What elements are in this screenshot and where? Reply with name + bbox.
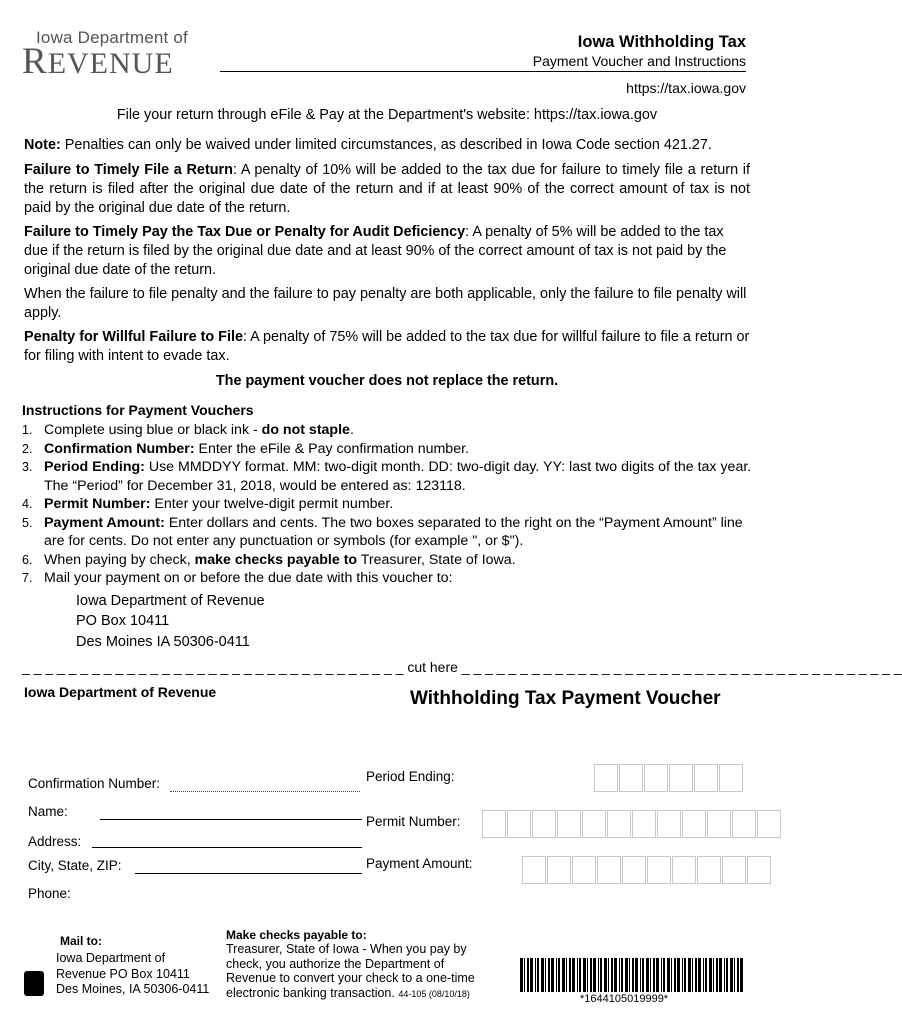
instruction-number: 2.	[22, 441, 33, 456]
payment-cents-boxes[interactable]	[722, 856, 772, 884]
instruction-label: Permit Number:	[44, 496, 151, 512]
mail-to-line: Des Moines, IA 50306-0411	[56, 982, 210, 996]
instruction-item	[22, 440, 752, 459]
voucher-not-return-note: The payment voucher does not replace the return.	[215, 373, 559, 389]
instruction-item	[22, 514, 752, 551]
barcode-icon	[520, 958, 744, 992]
instructions-list	[22, 421, 752, 588]
confirmation-number-label: Confirmation Number:	[28, 776, 161, 791]
penalty-file-text: : A penalty of 10% will be added to the tax due for failure to timely file a return if the return is filed after the original due date of the return and if at least 90% of the correct amount of tax is not paid by the original due date of the return.	[24, 162, 750, 216]
instruction-number: 4.	[22, 497, 33, 511]
instruction-text: Enter the eFile & Pay confirmation number.	[194, 440, 469, 457]
penalty-pay-label: Failure to Timely Pay the Tax Due or Penalty for Audit Deficiency	[24, 224, 466, 240]
mailing-address-line: Iowa Department of Revenue	[76, 593, 265, 609]
penalty-pay-text: : A penalty of 5% will be added to the tax due if the return is filed by the original due date and at least 90% of the correct amount of tax is not paid by the original due date of the return.	[24, 224, 727, 278]
address-label: Address:	[28, 834, 82, 849]
name-label: Name:	[28, 804, 68, 819]
phone-label: Phone:	[28, 886, 71, 901]
instruction-number: 5.	[22, 515, 33, 530]
instruction-text: Enter your twelve-digit permit number.	[150, 496, 394, 512]
both-penalties-paragraph: When the failure to file penalty and the failure to pay penalty are both applicable, only the failure to file penalty will apply.	[24, 286, 747, 321]
note-label: Note:	[24, 137, 61, 153]
note-text: Penalties can only be waived under limited circumstances, as described in Iowa Code section 421.27.	[60, 137, 712, 153]
mail-to-address	[56, 951, 209, 998]
instruction-number: 7.	[22, 571, 33, 585]
address-field[interactable]	[92, 847, 362, 848]
instruction-text: Complete using blue or black ink -	[44, 422, 262, 438]
mailing-address-line: Des Moines IA 50306-0411	[76, 634, 250, 650]
instruction-tail: Treasurer, State of Iowa.	[357, 551, 516, 568]
instruction-label: Payment Amount:	[44, 514, 165, 531]
instruction-number: 3.	[22, 460, 33, 474]
name-field[interactable]	[100, 819, 362, 820]
mailing-address-line: PO Box 10411	[76, 613, 170, 629]
city-state-zip-field[interactable]	[135, 873, 362, 874]
penalty-pay-paragraph	[24, 223, 750, 280]
page-subtitle: Payment Voucher and Instructions	[532, 53, 746, 69]
voucher-department: Iowa Department of Revenue	[24, 684, 217, 700]
barcode-number: *1644105019999*	[580, 993, 669, 1005]
instruction-label: Confirmation Number:	[44, 440, 195, 457]
instruction-text: Use MMDDYY format. MM: two-digit month. DD: two-digit day. YY: last two digits of the tax year. The “Period” for December 31, 2018, would be entered as: 123118.	[44, 459, 752, 494]
instruction-text: When paying by check,	[44, 551, 195, 568]
instruction-emphasis: make checks payable to	[194, 551, 358, 568]
permit-number-boxes[interactable]	[482, 810, 782, 838]
mail-to-line: Iowa Department of	[56, 951, 166, 965]
permit-number-label: Permit Number:	[366, 814, 461, 829]
penalty-file-label: Failure to Timely File a Return	[24, 162, 233, 178]
instruction-label: Period Ending:	[44, 459, 145, 475]
mail-to-line: Revenue PO Box 10411	[56, 966, 190, 981]
city-state-zip-label: City, State, ZIP:	[28, 858, 122, 873]
instruction-item	[22, 495, 752, 514]
instruction-number: 6.	[22, 552, 33, 567]
willful-penalty-label: Penalty for Willful Failure to File	[24, 329, 243, 345]
note-paragraph	[24, 136, 750, 155]
instruction-text: Mail your payment on or before the due date with this voucher to:	[44, 570, 453, 586]
page-title: Iowa Withholding Tax	[577, 33, 746, 51]
logo-revenue-text: REVENUE	[22, 41, 174, 82]
instruction-number: 1.	[22, 423, 33, 437]
instruction-item	[22, 569, 752, 588]
logo-department-text: Iowa Department of	[36, 28, 188, 47]
penalty-file-paragraph	[24, 161, 750, 218]
instruction-item	[22, 421, 752, 440]
registration-mark	[24, 971, 44, 996]
checks-payable-text	[226, 942, 496, 1001]
instruction-item	[22, 458, 752, 495]
logo-revenue-rest: EVENUE	[47, 47, 174, 80]
cut-line: _ _ _ _ _ _ _ _ _ _ _ _ _ _ _ _ _ _ _ _ _ _ _ _ _ _ _ _ _ _ _ _ _ cut here _ _ _ _ _ _ _ _ _ _ _ _ _ _ _ _ _ _ _ _ _ _ _ _ _ _ _ _ _ _ _ _ _ _ _ _ _ _	[22, 659, 902, 675]
instruction-tail: .	[349, 422, 354, 438]
checks-payable-body: Treasurer, State of Iowa - When you pay by check, you authorize the Department of Revenue to convert your check to a one-time electronic banking transaction.	[226, 942, 475, 1000]
form-code: 44-105 (08/10/18)	[398, 988, 470, 999]
instructions-heading: Instructions for Payment Vouchers	[22, 402, 254, 418]
payment-amount-label: Payment Amount:	[366, 856, 473, 871]
confirmation-number-field[interactable]	[170, 791, 360, 792]
mail-to-heading: Mail to:	[60, 934, 102, 948]
willful-penalty-paragraph	[24, 328, 750, 366]
cut-here-label: cut here	[407, 659, 458, 675]
period-ending-boxes[interactable]	[594, 764, 744, 792]
payment-dollars-boxes[interactable]	[522, 856, 722, 884]
instruction-item	[22, 551, 752, 570]
header-rule	[220, 71, 746, 72]
voucher-title: Withholding Tax Payment Voucher	[410, 688, 721, 709]
instruction-emphasis: do not staple	[261, 422, 350, 438]
period-ending-label: Period Ending:	[366, 769, 455, 784]
instruction-text: Enter dollars and cents. The two boxes separated to the right on the “Payment Amount” line are for cents. Do not enter any punctuation or symbols (for example ", or $").	[44, 514, 743, 549]
efile-notice: File your return through eFile & Pay at the Department's website: https://tax.iowa.gov	[116, 107, 658, 123]
checks-payable-heading: Make checks payable to:	[226, 928, 367, 942]
willful-penalty-text: : A penalty of 75% will be added to the tax due for willful failure to file a return or for filing with intent to evade tax.	[24, 329, 750, 364]
header-url: https://tax.iowa.gov	[626, 80, 746, 96]
